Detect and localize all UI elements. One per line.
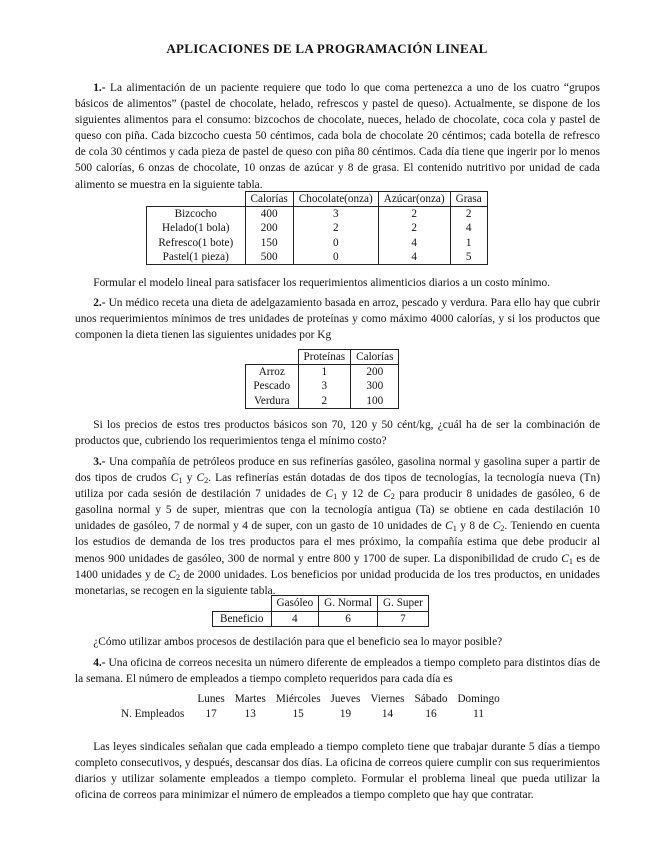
row-label: Pastel(1 pieza): [147, 250, 246, 265]
table-row: [147, 250, 488, 265]
table-cell: 3: [298, 379, 351, 393]
table-cell: 2: [298, 394, 351, 409]
subscript: 1: [178, 476, 183, 486]
problem-3-text: . Las refinerías están dotadas de dos tipos de tecnologías, la tecnología nueva (Tn) utiliza por cada sesión de destilación 7 unidades de: [75, 472, 600, 501]
problem-3-number: 3.-: [93, 456, 106, 468]
table-cell: 11: [473, 708, 484, 720]
table-corner: [147, 192, 246, 207]
table-cell: 15: [292, 708, 304, 720]
problem-3-text: Una compañía de petróleos produce en sus refinerías gasóleo, gasolina normal y gasolina super a partir de dos tipos de crudos: [75, 456, 600, 485]
subscript: 1: [568, 556, 573, 566]
table-row: [116, 707, 505, 722]
table-row: [147, 236, 488, 250]
table-cell: 4: [378, 236, 450, 250]
table-corner: [246, 350, 299, 365]
table-row: [246, 379, 399, 393]
crude-c2: C: [383, 488, 391, 501]
problem-2-text: Un médico receta una dieta de adelgazamiento basada en arroz, pescado y verdura. Para ello hay que cubrir unos requerimientos mínimos de tres unidades de proteínas y como máximo 4000 calorías, y si los productos que componen la dieta tienen las siguientes unidades por Kg: [75, 297, 600, 342]
table-row: [147, 207, 488, 222]
table-row: [147, 221, 488, 235]
crude-c1: C: [561, 552, 569, 565]
table-cell: 13: [244, 708, 256, 720]
table-cell: 0: [293, 250, 378, 265]
problem-3-text: de 2000 unidades. Los beneficios por unidad producida de los tres productos, en unidades monetarias, se recogen en la siguiente tabla.: [75, 568, 600, 597]
food-nutrition-table: [146, 191, 488, 265]
day-header: Lunes: [197, 693, 225, 705]
column-header: Proteínas: [298, 350, 351, 365]
row-label: Verdura: [246, 394, 299, 409]
table-cell: 4: [378, 250, 450, 265]
table-cell: 0: [293, 236, 378, 250]
row-label: Arroz: [246, 365, 299, 380]
table-cell: 150: [245, 236, 293, 250]
problem-3-text: para producir 8 unidades de gasóleo, 6 de gasolina normal y 5 de super, mientras que con la tecnología antigua (Ta) se obtiene en cada destilación 10 unidades de gasóleo, 7 de normal y 4 de super, con un gasto de 10 unidades de: [75, 488, 600, 533]
day-header: Jueves: [330, 693, 361, 705]
column-header: Calorías: [245, 192, 293, 207]
subscript: 1: [452, 524, 457, 534]
subscript: 2: [204, 476, 209, 486]
column-header: G. Normal: [319, 596, 378, 612]
row-label: Bizcocho: [147, 207, 246, 222]
table-cell: 14: [381, 708, 394, 720]
table-cell: 17: [205, 708, 217, 720]
problem-4-number: 4.-: [93, 657, 106, 669]
row-label: Refresco(1 bote): [147, 236, 246, 250]
problem-2-statement: [75, 295, 600, 343]
table-corner: [116, 692, 192, 707]
table-corner: [213, 596, 272, 612]
subscript: 2: [500, 524, 505, 534]
crude-c1: C: [445, 520, 453, 533]
problem-1-statement: [75, 80, 600, 193]
row-label: Pescado: [246, 379, 299, 393]
table-row: [213, 611, 429, 627]
table-cell: 7: [378, 611, 429, 627]
table-cell: 19: [339, 708, 352, 720]
table-cell: 300: [351, 379, 399, 393]
table-cell: 3: [293, 207, 378, 222]
table-cell: 4: [450, 221, 487, 235]
crude-c2: C: [168, 568, 177, 581]
column-header: Gasóleo: [271, 596, 319, 612]
column-header: Calorías: [351, 350, 399, 365]
column-header: Grasa: [450, 192, 487, 207]
problem-1-number: 1.-: [93, 82, 106, 94]
table-cell: 4: [271, 611, 319, 627]
day-header: Miércoles: [275, 693, 321, 705]
profit-table: [212, 595, 429, 627]
problem-3-text: y: [182, 472, 197, 485]
table-cell: 16: [425, 708, 437, 720]
subscript: 2: [176, 572, 181, 582]
table-cell: 500: [245, 250, 293, 265]
table-row: [246, 394, 399, 409]
problem-3-text: . Teniendo en cuenta los estudios de demanda de los tres productos para el mes próximo, la compañía estima que debe producir al menos 900 unidades de gasóleo, 300 de normal y entre 800 y 1700 de super. La disponibilidad de crudo: [75, 520, 600, 565]
crude-c1: C: [170, 472, 179, 485]
subscript: 2: [390, 492, 395, 502]
column-header: G. Super: [378, 596, 429, 612]
column-header: Chocolate(onza): [293, 192, 378, 207]
table-cell: 1: [298, 365, 351, 380]
problem-3-text: y 8 de: [456, 520, 493, 533]
day-header: Sábado: [414, 693, 448, 705]
problem-1-question: Formular el modelo lineal para satisfacer los requerimientos alimenticios diarios a un costo mínimo.: [93, 277, 551, 289]
table-cell: 400: [245, 207, 293, 222]
table-cell: 100: [351, 394, 399, 409]
crude-c2: C: [196, 472, 205, 485]
page-title: APLICACIONES DE LA PROGRAMACIÓN LINEAL: [166, 41, 488, 56]
employees-table: [116, 692, 505, 722]
problem-4-text: Una oficina de correos necesita un número diferente de empleados a tiempo completo para distintos días de la semana. El número de empleados a tiempo completo requeridos para cada día es: [75, 657, 600, 686]
problem-1-text: La alimentación de un paciente requiere que todo lo que coma pertenezca a uno de los cuatro “grupos básicos de alimentos” (pastel de chocolate, helado, refrescos y pastel de queso). Actualmente, se dispone de los siguientes alimentos para el consumo: bizcochos de chocolate, nueces, helado de chocolate, coca cola y pastel de queso con piña. Cada bizcocho cuesta 50 céntimos, cada bola de chocolate 20 céntimos; cada botella de refresco de cola 30 céntimos y cada pieza de pastel de queso con piña 80 céntimos. Cada día tiene que ingerir por lo menos 500 calorías, 6 onzas de chocolate, 10 onzas de azúcar y 8 de grasa. El contenido nutritivo por unidad de cada alimento se muestra en la siguiente tabla.: [75, 82, 600, 191]
row-label: Helado(1 bola): [147, 221, 246, 235]
table-cell: 6: [319, 611, 378, 627]
problem-4-statement: [75, 655, 600, 687]
row-label: Beneficio: [213, 611, 272, 627]
problem-3-statement: [75, 454, 600, 599]
problem-2-number: 2.-: [93, 297, 106, 309]
problem-2-question: Si los precios de estos tres productos básicos son 70, 120 y 50 cént/kg, ¿cuál ha de ser la combinación de productos que, cubriendo los requerimientos tenga el mínimo costo?: [75, 419, 600, 448]
column-header: Azúcar(onza): [378, 192, 450, 207]
table-cell: 2: [450, 207, 487, 222]
subscript: 1: [333, 492, 338, 502]
day-header: Viernes: [370, 693, 405, 705]
day-header: Domingo: [457, 693, 500, 705]
table-cell: 2: [293, 221, 378, 235]
diet-table: [245, 349, 399, 409]
problem-3-text: y 12 de: [337, 488, 384, 501]
table-cell: 2: [378, 207, 450, 222]
problem-3-question: ¿Cómo utilizar ambos procesos de destilación para que el beneficio sea lo mayor posible?: [93, 636, 503, 648]
table-cell: 200: [245, 221, 293, 235]
table-cell: 2: [378, 221, 450, 235]
problem-4-question: Las leyes sindicales señalan que cada empleado a tiempo completo tiene que trabajar durante 5 días a tiempo completo consecutivos, y después, descansar dos días. La oficina de correos quiere cumplir con sus requerimientos diarios y utilizar solamente empleados a tiempo completo. Formular el problema lineal que pueda utilizar la oficina de correos para minimizar el número de empleados a tiempo completo que hay que contratar.: [75, 741, 600, 802]
problem-3-text: es de 1400 unidades y de: [75, 552, 600, 581]
row-label: N. Empleados: [121, 708, 185, 720]
crude-c2: C: [492, 520, 501, 533]
table-cell: 5: [450, 250, 487, 265]
crude-c1: C: [325, 488, 334, 501]
table-cell: 1: [450, 236, 487, 250]
table-row: [246, 365, 399, 380]
day-header: Martes: [234, 693, 266, 705]
table-cell: 200: [351, 365, 399, 380]
